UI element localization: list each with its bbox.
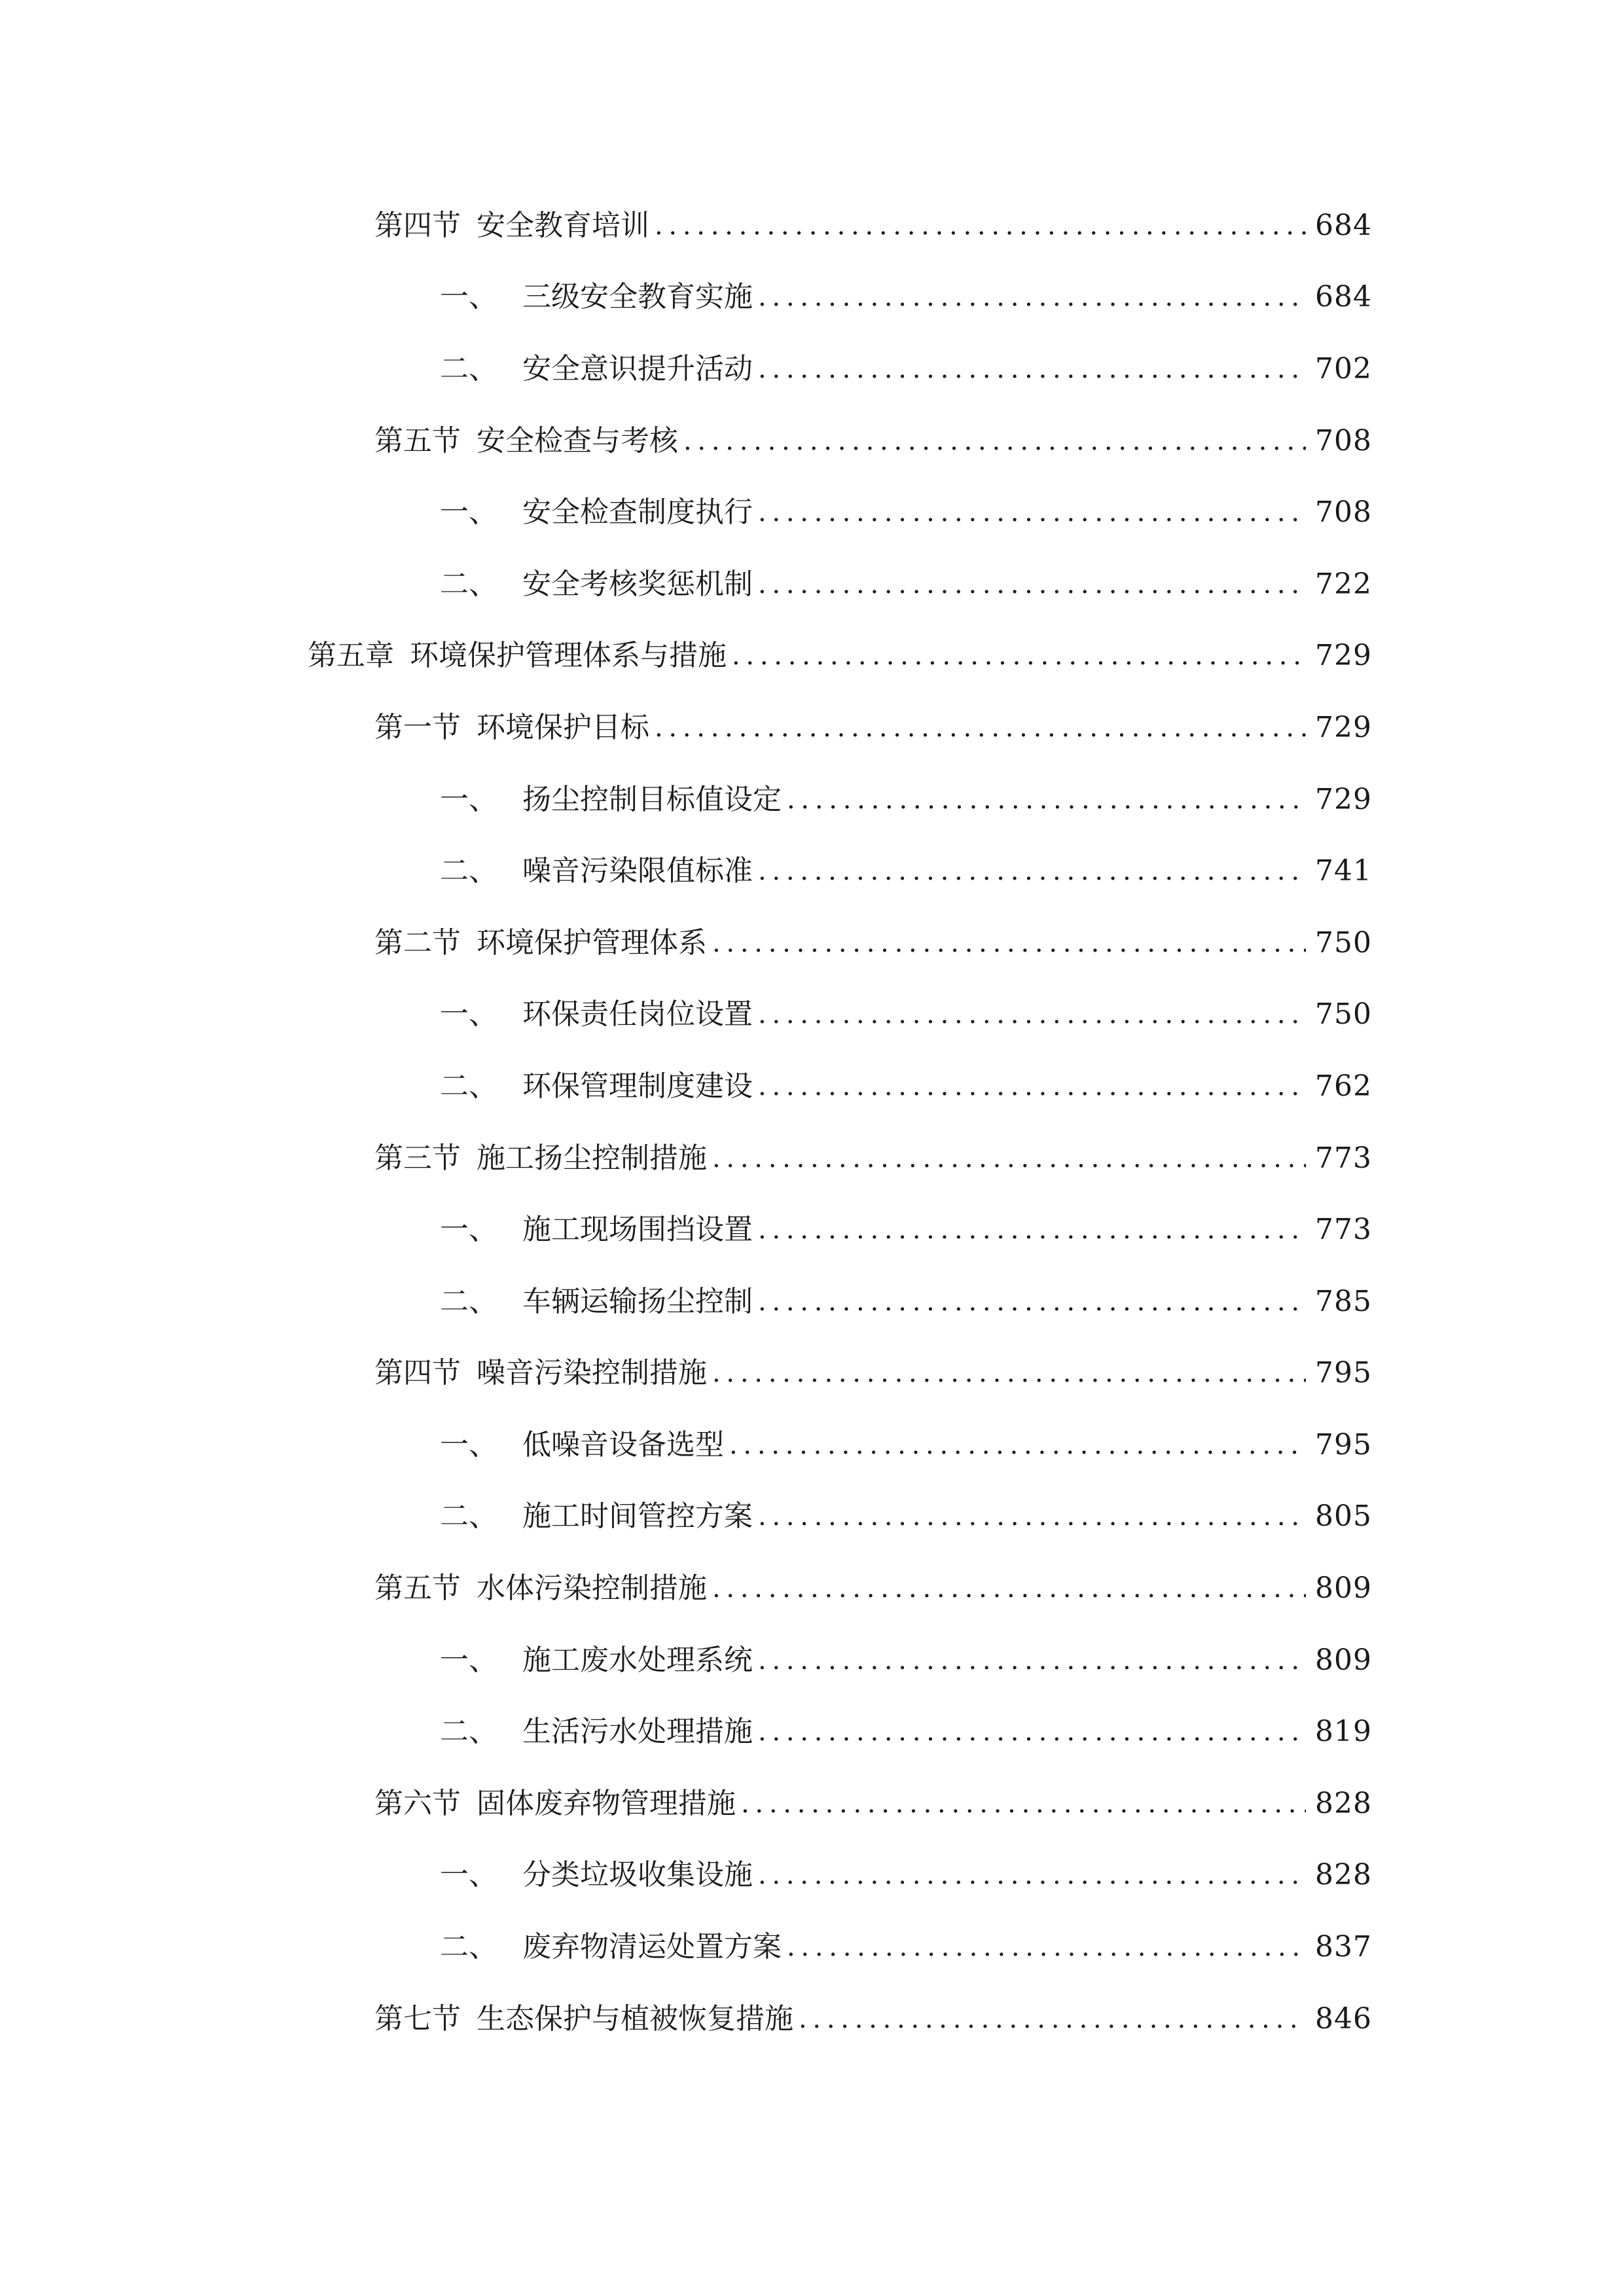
toc-entry-number: 一、 [440,1643,497,1677]
toc-page-number: 828 [1315,1786,1372,1820]
toc-entry-number: 二、 [440,1715,497,1749]
toc-page-number: 773 [1315,1141,1372,1175]
toc-subsection-entry[interactable] [0,1194,1624,1266]
toc-entry-title: 扬尘控制目标值设定 [522,782,782,816]
toc-page-number: 785 [1315,1284,1372,1318]
toc-section-entry[interactable] [0,1768,1624,1840]
toc-subsection-entry[interactable] [0,1624,1624,1696]
toc-entry-number: 二、 [440,1284,497,1318]
toc-entry-title: 安全检查与考核 [477,423,678,457]
toc-subsection-entry[interactable] [0,333,1624,405]
toc-entry-number: 第五章 [308,639,394,673]
toc-entry-title: 安全检查制度执行 [522,495,753,529]
toc-dot-leader [712,930,1306,956]
toc-entry-number: 二、 [440,351,497,386]
toc-dot-leader [683,428,1306,454]
table-of-contents [0,190,1624,2054]
toc-entry-title: 环保责任岗位设置 [522,997,753,1031]
toc-subsection-entry[interactable] [0,1266,1624,1338]
toc-entry-title: 生活污水处理措施 [522,1715,753,1749]
toc-entry-number: 二、 [440,854,497,888]
toc-page-number: 722 [1315,567,1372,601]
toc-entry-number: 二、 [440,1499,497,1534]
toc-page-number: 809 [1315,1571,1372,1605]
toc-dot-leader [741,1791,1306,1817]
toc-subsection-entry[interactable] [0,1481,1624,1553]
toc-page-number: 708 [1315,495,1372,529]
toc-dot-leader [655,213,1306,239]
toc-dot-leader [758,858,1306,884]
toc-subsection-entry[interactable] [0,1840,1624,1912]
toc-subsection-entry[interactable] [0,979,1624,1051]
toc-entry-title: 安全教育培训 [477,208,649,242]
toc-page-number: 809 [1315,1643,1372,1677]
toc-entry-title: 施工时间管控方案 [522,1499,753,1534]
toc-entry-title: 安全考核奖惩机制 [522,567,753,601]
toc-entry-title: 废弃物清运处置方案 [522,1930,782,1964]
toc-page-number: 837 [1315,1930,1372,1964]
toc-entry-title: 安全意识提升活动 [522,351,753,386]
toc-dot-leader [758,1862,1306,1888]
toc-entry-title: 三级安全教育实施 [522,280,753,314]
toc-dot-leader [758,284,1306,310]
toc-entry-title: 施工扬尘控制措施 [477,1141,707,1175]
toc-entry-number: 第三节 [374,1141,461,1175]
toc-entry-number: 一、 [440,1858,497,1892]
toc-dot-leader [758,1289,1306,1315]
toc-entry-number: 第五节 [374,1571,461,1605]
toc-dot-leader [712,1360,1306,1386]
toc-page-number: 741 [1315,854,1372,888]
toc-entry-number: 一、 [440,997,497,1031]
toc-section-entry[interactable] [0,907,1624,979]
toc-page-number: 773 [1315,1213,1372,1247]
toc-subsection-entry[interactable] [0,262,1624,334]
toc-entry-number: 第一节 [374,710,461,744]
toc-section-entry[interactable] [0,1122,1624,1194]
toc-dot-leader [712,1575,1306,1602]
toc-subsection-entry[interactable] [0,835,1624,907]
toc-page-number: 750 [1315,925,1372,960]
toc-section-entry[interactable] [0,1552,1624,1624]
toc-page-number: 684 [1315,280,1372,314]
toc-page-number: 750 [1315,997,1372,1031]
toc-dot-leader [787,1934,1306,1960]
toc-entry-number: 第二节 [374,925,461,960]
toc-page-number: 702 [1315,351,1372,386]
toc-subsection-entry[interactable] [0,1911,1624,1983]
toc-entry-number: 第四节 [374,208,461,242]
toc-entry-title: 生态保护与植被恢复措施 [477,2001,793,2036]
toc-subsection-entry[interactable] [0,764,1624,836]
toc-entry-number: 第四节 [374,1356,461,1390]
toc-dot-leader [758,571,1306,598]
toc-entry-number: 一、 [440,782,497,816]
toc-dot-leader [758,1001,1306,1028]
toc-page-number: 819 [1315,1715,1372,1749]
toc-page-number: 684 [1315,208,1372,242]
toc-section-entry[interactable] [0,1983,1624,2055]
toc-dot-leader [758,1647,1306,1674]
toc-dot-leader [655,715,1306,741]
toc-page-number: 805 [1315,1499,1372,1534]
toc-page-number: 729 [1315,710,1372,744]
toc-entry-number: 第五节 [374,423,461,457]
toc-subsection-entry[interactable] [0,476,1624,548]
toc-dot-leader [758,356,1306,382]
toc-entry-title: 施工现场围挡设置 [522,1213,753,1247]
toc-entry-title: 环境保护目标 [477,710,649,744]
toc-dot-leader [787,787,1306,813]
toc-entry-title: 噪音污染控制措施 [477,1356,707,1390]
toc-page-number: 762 [1315,1069,1372,1103]
toc-entry-number: 第七节 [374,2001,461,2036]
toc-subsection-entry[interactable] [0,1696,1624,1768]
toc-entry-title: 分类垃圾收集设施 [522,1858,753,1892]
toc-dot-leader [758,499,1306,526]
toc-dot-leader [758,1073,1306,1100]
toc-page-number: 846 [1315,2001,1372,2036]
toc-entry-title: 环境保护管理体系与措施 [410,639,727,673]
toc-entry-number: 一、 [440,495,497,529]
toc-section-entry[interactable] [0,190,1624,262]
toc-dot-leader [729,1432,1306,1458]
toc-page-number: 729 [1315,639,1372,673]
toc-page-number: 729 [1315,782,1372,816]
toc-entry-title: 车辆运输扬尘控制 [522,1284,753,1318]
toc-dot-leader [732,643,1306,669]
toc-dot-leader [758,1217,1306,1243]
toc-subsection-entry[interactable] [0,548,1624,620]
toc-entry-number: 一、 [440,280,497,314]
toc-entry-number: 二、 [440,1930,497,1964]
toc-page-number: 828 [1315,1858,1372,1892]
toc-entry-number: 二、 [440,567,497,601]
toc-entry-number: 第六节 [374,1786,461,1820]
toc-entry-title: 固体废弃物管理措施 [477,1786,736,1820]
toc-entry-number: 二、 [440,1069,497,1103]
toc-entry-title: 水体污染控制措施 [477,1571,707,1605]
toc-page-number: 795 [1315,1427,1372,1462]
toc-dot-leader [799,2006,1306,2032]
toc-subsection-entry[interactable] [0,1409,1624,1481]
toc-entry-number: 一、 [440,1213,497,1247]
toc-entry-number: 一、 [440,1427,497,1462]
toc-section-entry[interactable] [0,1338,1624,1410]
toc-subsection-entry[interactable] [0,1050,1624,1122]
toc-dot-leader [758,1503,1306,1530]
toc-dot-leader [758,1719,1306,1745]
toc-entry-title: 噪音污染限值标准 [522,854,753,888]
toc-dot-leader [712,1145,1306,1172]
toc-entry-title: 环境保护管理体系 [477,925,707,960]
toc-section-entry[interactable] [0,692,1624,764]
toc-page-number: 795 [1315,1356,1372,1390]
toc-chapter-entry[interactable] [0,620,1624,692]
toc-entry-title: 施工废水处理系统 [522,1643,753,1677]
toc-entry-title: 环保管理制度建设 [522,1069,753,1103]
toc-entry-title: 低噪音设备选型 [522,1427,724,1462]
toc-page-number: 708 [1315,423,1372,457]
toc-section-entry[interactable] [0,405,1624,477]
